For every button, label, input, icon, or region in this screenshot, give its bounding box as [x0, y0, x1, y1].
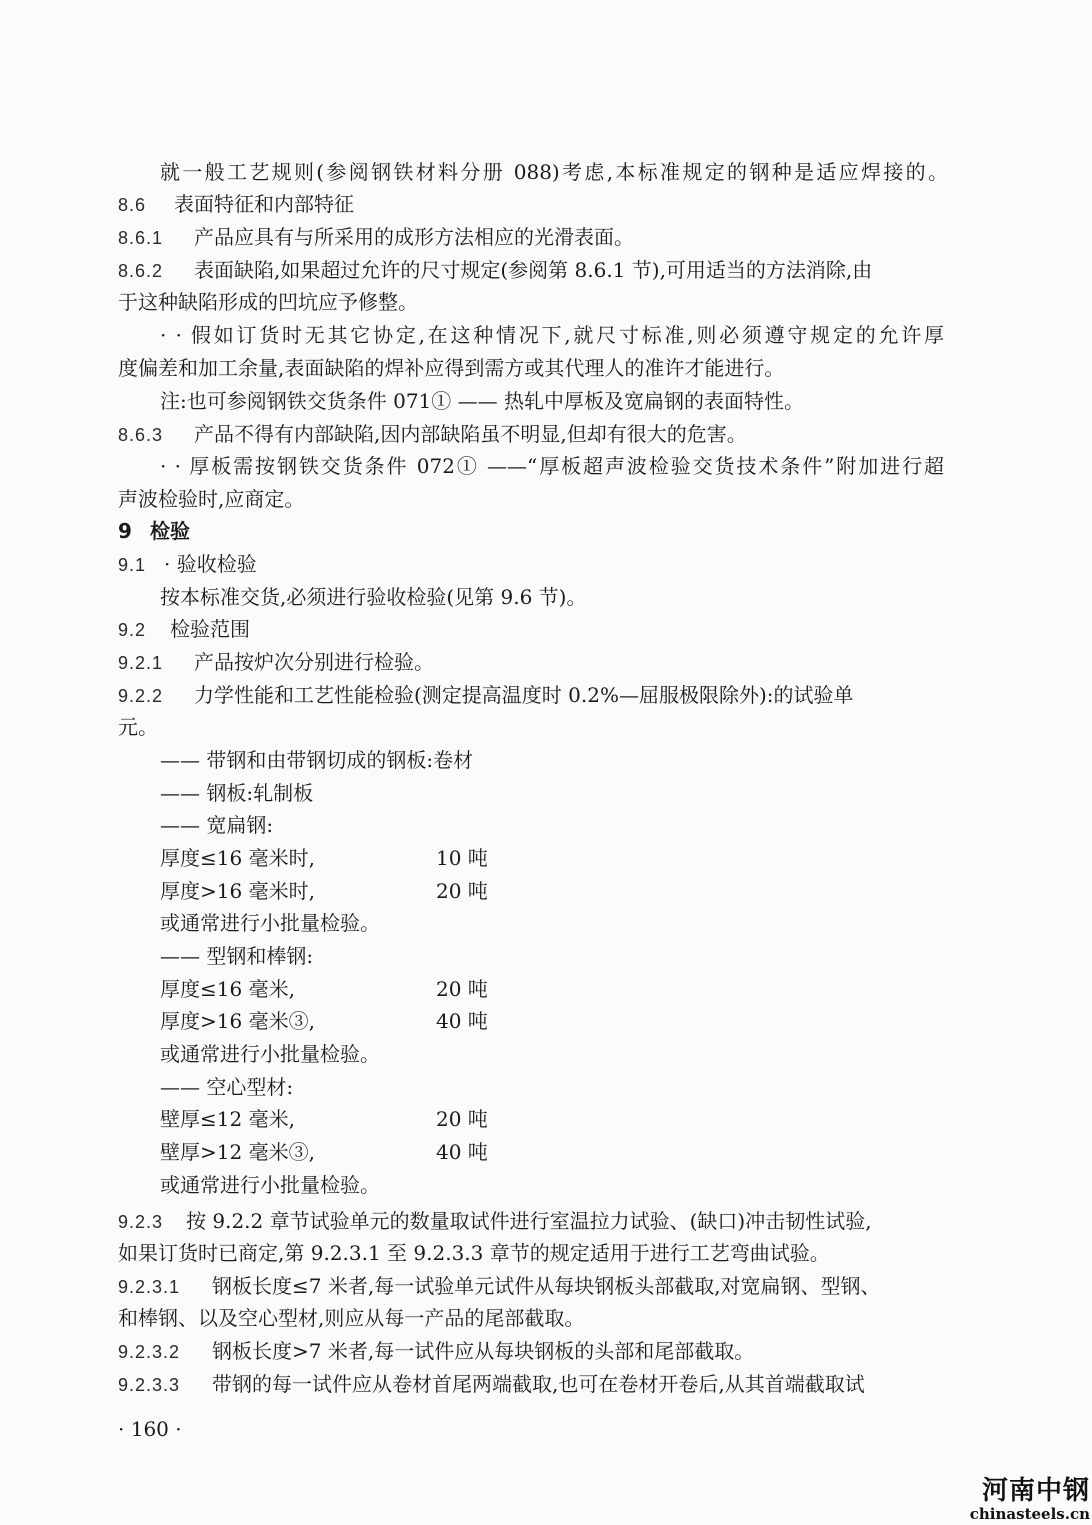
clause — [118, 647, 434, 678]
text-line: 或通常进行小批量检验。 — [160, 1173, 380, 1197]
text-line: 就一般工艺规则(参阅钢铁材料分册 088)考虑,本标准规定的钢种是适应焊接的。 — [160, 160, 948, 184]
clause-number: 8.6.1 — [118, 228, 164, 248]
list-item: —— 空心型材: — [160, 1075, 294, 1099]
clause — [118, 1336, 754, 1367]
clause — [118, 255, 948, 286]
clause-number: 9.2.3.3 — [118, 1375, 181, 1395]
text-line: 度偏差和加工余量,表面缺陷的焊补应得到需方或其代理人的准许才能进行。 — [118, 356, 785, 380]
clause-number: 9.2.1 — [118, 653, 164, 673]
spec-label: 壁厚≤12 毫米, — [160, 1107, 295, 1131]
spec-label: 厚度≤16 毫米, — [160, 977, 295, 1001]
list-item: —— 型钢和棒钢: — [160, 944, 314, 968]
spec-label: 厚度>16 毫米时, — [160, 879, 315, 903]
section-heading — [118, 614, 250, 645]
text-line: 如果订货时已商定,第 9.2.3.1 至 9.2.3.3 章节的规定适用于进行工艺弯曲试验。 — [118, 1241, 830, 1265]
section-heading — [118, 189, 354, 220]
clause — [118, 1271, 881, 1302]
section-title: · 验收检验 — [164, 552, 257, 576]
watermark — [952, 1477, 1092, 1525]
clause-text: 产品按炉次分别进行检验。 — [194, 650, 434, 674]
clause-text: 钢板长度>7 米者,每一试件应从每块钢板的头部和尾部截取。 — [212, 1339, 755, 1363]
text-line: 元。 — [118, 715, 158, 739]
clause-number: 9.2.3.2 — [118, 1342, 181, 1362]
list-item: —— 带钢和由带钢切成的钢板:卷材 — [160, 748, 474, 772]
section-number: 8.6 — [118, 195, 147, 215]
section-title: 检验范围 — [170, 617, 250, 641]
text-line: 按本标准交货,必须进行验收检验(见第 9.6 节)。 — [160, 585, 587, 609]
text-line: 或通常进行小批量检验。 — [160, 1042, 380, 1066]
chapter-number: 9 — [118, 519, 132, 543]
text-line: · · 假如订货时无其它协定,在这种情况下,就尺寸标准,则必须遵守规定的允许厚 — [160, 323, 944, 347]
watermark-domain: chinasteels.cn — [969, 1505, 1090, 1523]
text-line: 声波检验时,应商定。 — [118, 487, 305, 511]
text-line: 或通常进行小批量检验。 — [160, 911, 380, 935]
chapter-heading — [118, 516, 190, 546]
clause-text: 表面缺陷,如果超过允许的尺寸规定(参阅第 8.6.1 节),可用适当的方法消除,由 — [194, 258, 873, 282]
clause-number: 9.2.2 — [118, 686, 164, 706]
clause — [118, 1206, 872, 1237]
clause-text: 按 9.2.2 章节试验单元的数量取试件进行室温拉力试验、(缺口)冲击韧性试验, — [186, 1209, 872, 1233]
section-number: 9.1 — [118, 555, 147, 575]
clause-text: 产品应具有与所采用的成形方法相应的光滑表面。 — [194, 225, 634, 249]
spec-label: 厚度≤16 毫米时, — [160, 846, 315, 870]
chapter-title: 检验 — [150, 519, 190, 543]
clause — [118, 680, 854, 711]
text-line: 和棒钢、以及空心型材,则应从每一产品的尾部截取。 — [118, 1306, 585, 1330]
section-number: 9.2 — [118, 620, 147, 640]
clause-number: 8.6.3 — [118, 425, 164, 445]
list-item: —— 钢板:轧制板 — [160, 781, 314, 805]
spec-label: 厚度>16 毫米③, — [160, 1009, 315, 1033]
spec-value: 20 吨 — [436, 1107, 488, 1131]
clause-number: 9.2.3.1 — [118, 1277, 181, 1297]
page-number: · 160 · — [118, 1417, 182, 1441]
spec-value: 40 吨 — [436, 1140, 488, 1164]
section-title: 表面特征和内部特征 — [174, 192, 354, 216]
watermark-name: 河南中钢 — [981, 1476, 1090, 1506]
spec-label: 壁厚>12 毫米③, — [160, 1140, 315, 1164]
spec-value: 10 吨 — [436, 846, 488, 870]
clause-number: 9.2.3 — [118, 1212, 164, 1232]
spec-value: 40 吨 — [436, 1009, 488, 1033]
section-heading — [118, 549, 257, 580]
note-line: 注:也可参阅钢铁交货条件 071① —— 热轧中厚板及宽扁钢的表面特性。 — [160, 389, 804, 413]
spec-value: 20 吨 — [436, 977, 488, 1001]
clause — [118, 419, 747, 450]
text-line: · · 厚板需按钢铁交货条件 072① ——“厚板超声波检验交货技术条件”附加进行超 — [160, 454, 944, 478]
clause-number: 8.6.2 — [118, 261, 164, 281]
clause-text: 钢板长度≤7 米者,每一试验单元试件从每块钢板头部截取,对宽扁钢、型钢、 — [212, 1274, 881, 1298]
list-item: —— 宽扁钢: — [160, 813, 274, 837]
clause — [118, 1369, 865, 1400]
clause-text: 产品不得有内部缺陷,因内部缺陷虽不明显,但却有很大的危害。 — [194, 422, 747, 446]
clause — [118, 222, 634, 253]
text-line: 于这种缺陷形成的凹坑应予修整。 — [118, 290, 418, 314]
spec-value: 20 吨 — [436, 879, 488, 903]
clause-text: 力学性能和工艺性能检验(测定提高温度时 0.2%—屈服极限除外):的试验单 — [194, 683, 854, 707]
clause-text: 带钢的每一试件应从卷材首尾两端截取,也可在卷材开卷后,从其首端截取试 — [212, 1372, 865, 1396]
